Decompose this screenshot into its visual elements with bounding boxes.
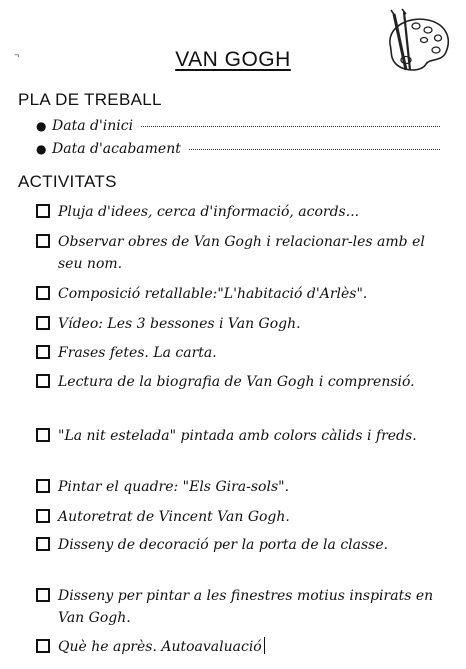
checkbox-icon[interactable] (36, 428, 50, 442)
activity-text: Lectura de la biografia de Van Gogh i comprensió. (58, 374, 415, 390)
paragraph-mark: ¬ (14, 50, 20, 60)
activity-text: Pintar el quadre: "Els Gira-sols". (58, 479, 290, 495)
checkbox-icon[interactable] (36, 479, 50, 493)
end-date-row (36, 141, 440, 161)
end-date-field[interactable] (189, 149, 440, 150)
activity-text: Què he après. Autoavaluació (58, 639, 262, 655)
activity-item (36, 534, 446, 556)
bullet-icon: ● (36, 119, 47, 133)
activity-text: Disseny per pintar a les finestres motius inspirats en Van Gogh. (58, 588, 434, 626)
page-title-text: VAN GOGH (175, 48, 291, 71)
checkbox-icon[interactable] (36, 204, 50, 218)
activity-item (36, 313, 446, 335)
activity-item (36, 585, 446, 629)
activity-item (36, 371, 446, 393)
activity-text: Autoretrat de Vincent Van Gogh. (58, 509, 290, 525)
activity-item (36, 201, 446, 223)
activity-text: "La nit estelada" pintada amb colors càlids i freds. (58, 428, 417, 444)
activities-heading: ACTIVITATS (18, 172, 117, 191)
checkbox-icon[interactable] (36, 588, 50, 602)
checkbox-icon[interactable] (36, 345, 50, 359)
start-date-field[interactable] (141, 126, 440, 127)
activity-item (36, 425, 446, 447)
activity-item (36, 283, 446, 305)
activity-text: Pluja d'idees, cerca d'informació, acords... (58, 204, 360, 220)
activity-item (36, 506, 446, 528)
activity-item (36, 342, 446, 364)
activity-text-wrap[interactable] (58, 636, 446, 658)
activity-item (36, 231, 446, 275)
text-cursor (264, 637, 265, 654)
checkbox-icon[interactable] (36, 316, 50, 330)
palette-icon (380, 8, 454, 78)
checkbox-icon[interactable] (36, 374, 50, 388)
checkbox-icon[interactable] (36, 234, 50, 248)
activity-item (36, 636, 446, 658)
end-date-label: Data d'acabament (52, 141, 181, 157)
start-date-label: Data d'inici (52, 118, 134, 134)
activity-text: Observar obres de Van Gogh i relacionar-les amb el seu nom. (58, 234, 425, 272)
bullet-icon: ● (36, 142, 47, 156)
activity-text: Disseny de decoració per la porta de la classe. (58, 537, 389, 553)
activity-text: Composició retallable:"L'habitació d'Arlès". (58, 286, 368, 302)
activity-text: Frases fetes. La carta. (58, 345, 217, 361)
plan-heading: PLA DE TREBALL (18, 90, 162, 109)
activity-item (36, 476, 446, 498)
checkbox-icon[interactable] (36, 509, 50, 523)
start-date-row (36, 118, 440, 138)
checkbox-icon[interactable] (36, 639, 50, 653)
checkbox-icon[interactable] (36, 537, 50, 551)
checkbox-icon[interactable] (36, 286, 50, 300)
activity-text: Vídeo: Les 3 bessones i Van Gogh. (58, 316, 301, 332)
